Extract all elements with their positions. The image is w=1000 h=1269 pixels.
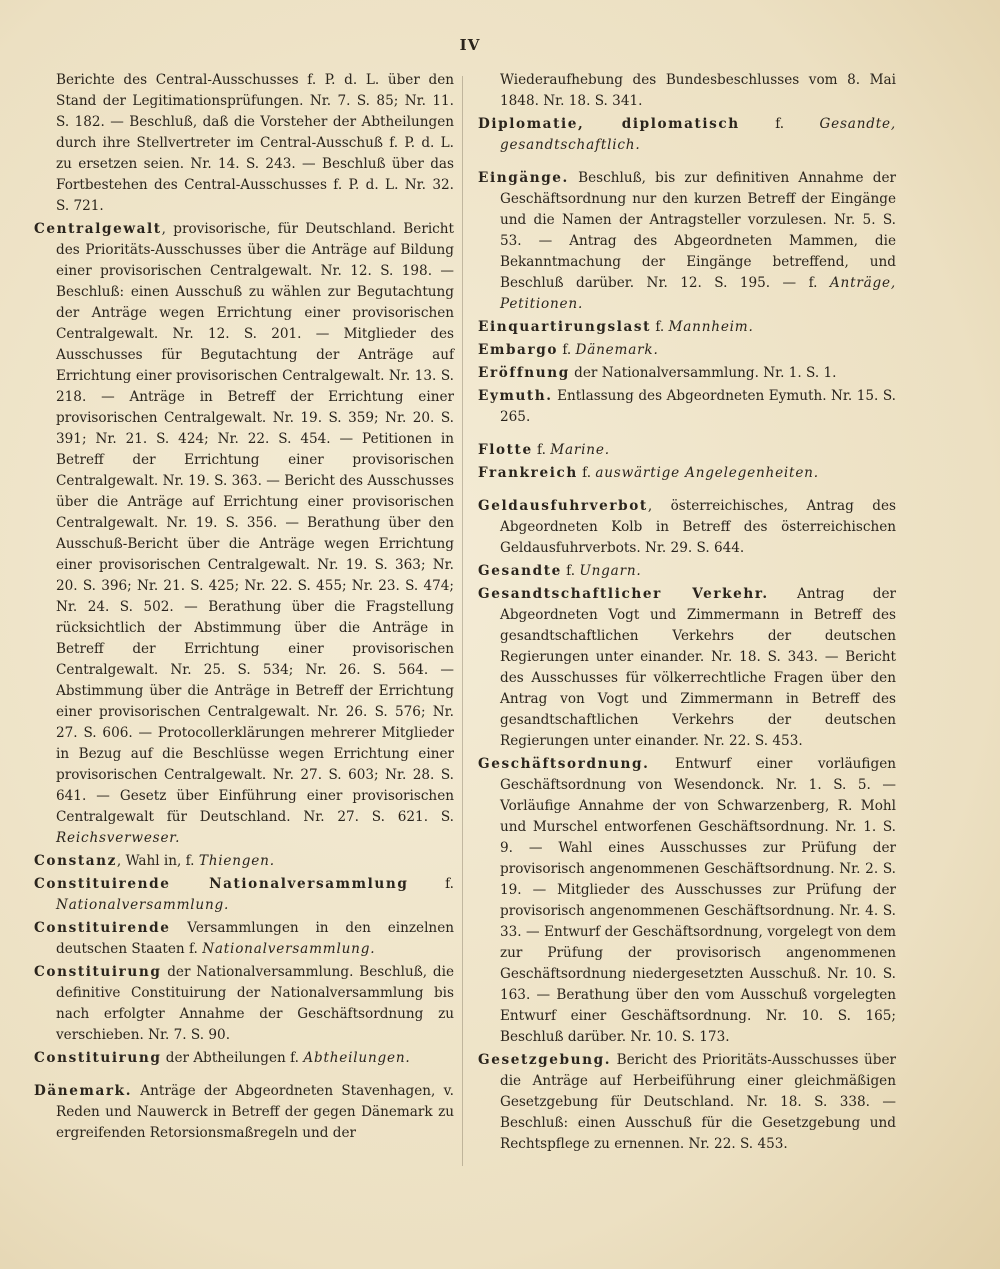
index-entry: Gesetzgebung. Bericht des Prioritäts-Ausschusses über die Anträge auf Herbeiführung einer gleichmäßigen Gesetzgebung für Deutschland. Nr. 18. S. 338. — Beschluß: einen Ausschuß für die Gesetzgebung und Rechtspflege zu ernennen. Nr. 22. S. 453. xyxy=(478,1052,896,1152)
column-divider xyxy=(462,76,463,1166)
entry-keyword: Diplomatie, diplomatisch xyxy=(478,116,740,132)
entry-keyword: Eingänge. xyxy=(478,170,569,186)
index-entry: Eingänge. Beschluß, bis zur definitiven Annahme der Geschäftsordnung nur den kurzen Betreff der Eingänge und die Namen der Antragsteller vorzulesen. Nr. 5. S. 53. — Antrag des Abgeordneten Mammen, die Bekanntmachung der Eingänge betreffend, und Beschluß darüber. Nr. 12. S. 195. — f. Anträge, Petitionen. xyxy=(478,170,896,312)
entry-keyword: Flotte xyxy=(478,442,533,458)
index-entry: Frankreich f. auswärtige Angelegenheiten. xyxy=(478,465,819,481)
entry-keyword: Einquartirungslast xyxy=(478,319,652,335)
entry-keyword: Dänemark. xyxy=(34,1083,133,1099)
entry-keyword: Frankreich xyxy=(478,465,578,481)
cross-reference: Gesandte, gesandtschaftlich. xyxy=(500,116,896,153)
index-entry: Flotte f. Marine. xyxy=(478,442,610,458)
cross-reference: Mannheim. xyxy=(668,319,754,335)
entry-keyword: Gesandte xyxy=(478,563,562,579)
index-entry: Gesandte f. Ungarn. xyxy=(478,563,642,579)
cross-reference: Thiengen. xyxy=(198,853,275,869)
entry-keyword: Centralgewalt xyxy=(34,221,162,237)
index-entry: Geschäftsordnung. Entwurf einer vorläufigen Geschäftsordnung von Wesendonck. Nr. 1. S. 5. — Vorläufige Annahme der von Schwarzenberg, R. Mohl und Murschel entworfenen Geschäftsordnung. Nr. 1. S. 9. — Wahl eines Ausschusses zur Prüfung der provisorisch angenommenen Geschäftsordnung. Nr. 2. S. 19. — Mitglieder des Ausschusses zur Prüfung der provisorisch angenommenen Geschäftsordnung. Nr. 4. S. 33. — Entwurf der Geschäftsordnung, vorgelegt von dem zur Prüfung der provisorisch angenommenen Geschäftsordnung niedergesetzten Ausschuß. Nr. 10. S. 163. — Berathung über den vom Ausschuß vorgelegten Entwurf einer Geschäftsordnung. Nr. 10. S. 165; Beschluß darüber. Nr. 10. S. 173. xyxy=(478,756,896,1045)
entry-keyword: Constituirende xyxy=(34,920,171,936)
index-entry: Constituirung der Nationalversammlung. Beschluß, die definitive Constituirung der Nationalversammlung bis nach erfolgter Annahme der Geschäftsordnung zu verschieben. Nr. 7. S. 90. xyxy=(34,964,454,1043)
index-entry: Wiederaufhebung des Bundesbeschlusses vom 8. Mai 1848. Nr. 18. S. 341. xyxy=(500,72,896,109)
entry-keyword: Constituirende Nationalversammlung xyxy=(34,876,409,892)
entry-keyword: Constituirung xyxy=(34,964,162,980)
cross-reference: Anträge, Petitionen. xyxy=(500,275,896,312)
index-entry: Diplomatie, diplomatisch f. Gesandte, gesandtschaftlich. xyxy=(478,116,896,153)
entry-keyword: Eröffnung xyxy=(478,365,570,381)
index-entry: Dänemark. Anträge der Abgeordneten Stavenhagen, v. Reden und Nauwerck in Betreff der gegen Dänemark zu ergreifenden Retorsionsmaßregeln und der xyxy=(34,1083,454,1141)
entry-keyword: Geldausfuhrverbot xyxy=(478,498,648,514)
index-entry: Centralgewalt, provisorische, für Deutschland. Bericht des Prioritäts-Ausschusses über die Anträge auf Bildung einer provisorischen Centralgewalt. Nr. 12. S. 198. — Beschluß: einen Ausschuß zu wählen zur Begutachtung der Anträge wegen Errichtung einer provisorischen Centralgewalt. Nr. 12. S. 201. — Mitglieder des Ausschusses für Begutachtung der Anträge auf Errichtung einer provisorischen Centralgewalt. Nr. 13. S. 218. — Anträge in Betreff der Errichtung einer provisorischen Centralgewalt. Nr. 19. S. 359; Nr. 20. S. 391; Nr. 21. S. 424; Nr. 22. S. 454. — Petitionen in Betreff der Errichtung einer provisorischen Centralgewalt. Nr. 19. S. 363. — Bericht des Ausschusses über die Anträge auf Errichtung einer provisorischen Centralgewalt. Nr. 19. S. 356. — Berathung über den Ausschuß-Bericht über die Anträge wegen Errichtung einer provisorischen Centralgewalt. Nr. 19. S. 363; Nr. 20. S. 396; Nr. 21. S. 425; Nr. 22. S. 455; Nr. 23. S. 474; Nr. 24. S. 502. — Berathung über die Fragstellung rücksichtlich der Abstimmung über die Anträge in Betreff der Errichtung einer provisorischen Centralgewalt. Nr. 25. S. 534; Nr. 26. S. 564. — Abstimmung über die Anträge in Betreff der Errichtung einer provisorischen Centralgewalt. Nr. 26. S. 576; Nr. 27. S. 606. — Protocollerklärungen mehrerer Mitglieder in Bezug auf die Beschlüsse wegen Errichtung einer provisorischen Centralgewalt. Nr. 27. S. 603; Nr. 28. S. 641. — Gesetz über Einführung einer provisorischen Centralgewalt für Deutschland. Nr. 27. S. 621. S. Reichsverweser. xyxy=(34,221,454,846)
entry-keyword: Gesetzgebung. xyxy=(478,1052,612,1068)
cross-reference: Marine. xyxy=(550,442,610,458)
entry-keyword: Geschäftsordnung. xyxy=(478,756,650,772)
index-entry: Berichte des Central-Ausschusses f. P. d. L. über den Stand der Legitimationsprüfungen. Nr. 7. S. 85; Nr. 11. S. 182. — Beschluß, daß die Vorsteher der Abtheilungen durch ihre Stellvertreter im Central-Ausschuß f. P. d. L. zu ersetzen seien. Nr. 14. S. 243. — Beschluß über das Fortbestehen des Central-Ausschusses f. P. d. L. Nr. 32. S. 721. xyxy=(56,72,454,214)
cross-reference: Abtheilungen. xyxy=(303,1050,411,1066)
cross-reference: Reichsverweser. xyxy=(56,830,181,846)
entry-keyword: Constanz xyxy=(34,853,117,869)
index-entry: Gesandtschaftlicher Verkehr. Antrag der Abgeordneten Vogt und Zimmermann in Betreff des gesandtschaftlichen Verkehrs der deutschen Regierungen unter einander. Nr. 18. S. 343. — Bericht des Ausschusses für völkerrechtliche Fragen über den Antrag von Vogt und Zimmermann in Betreff des gesandtschaftlichen Verkehrs der deutschen Regierungen unter einander. Nr. 22. S. 453. xyxy=(478,586,896,749)
index-entry: Constituirung der Abtheilungen f. Abtheilungen. xyxy=(34,1050,411,1066)
entry-keyword: Embargo xyxy=(478,342,558,358)
entry-keyword: Eymuth. xyxy=(478,388,553,404)
index-entry: Einquartirungslast f. Mannheim. xyxy=(478,319,754,335)
cross-reference: auswärtige Angelegenheiten. xyxy=(595,465,819,481)
left-column xyxy=(34,70,454,1146)
index-entry: Eymuth. Entlassung des Abgeordneten Eymuth. Nr. 15. S. 265. xyxy=(478,388,896,425)
index-entry: Constanz, Wahl in, f. Thiengen. xyxy=(34,853,275,869)
cross-reference: Nationalversammlung. xyxy=(202,941,376,957)
index-entry: Embargo f. Dänemark. xyxy=(478,342,659,358)
index-entry: Constituirende Nationalversammlung f. Nationalversammlung. xyxy=(34,876,454,913)
cross-reference: Nationalversammlung. xyxy=(56,897,230,913)
cross-reference: Dänemark. xyxy=(575,342,659,358)
entry-keyword: Constituirung xyxy=(34,1050,162,1066)
right-column xyxy=(478,70,896,1157)
index-entry: Geldausfuhrverbot, österreichisches, Antrag des Abgeordneten Kolb in Betreff des österreichischen Geldausfuhrverbots. Nr. 29. S. 644. xyxy=(478,498,896,556)
index-entry: Constituirende Versammlungen in den einzelnen deutschen Staaten f. Nationalversammlung. xyxy=(34,920,454,957)
page-number: IV xyxy=(459,36,481,54)
entry-keyword: Gesandtschaftlicher Verkehr. xyxy=(478,586,769,602)
index-entry: Eröffnung der Nationalversammlung. Nr. 1. S. 1. xyxy=(478,365,837,381)
cross-reference: Ungarn. xyxy=(579,563,642,579)
